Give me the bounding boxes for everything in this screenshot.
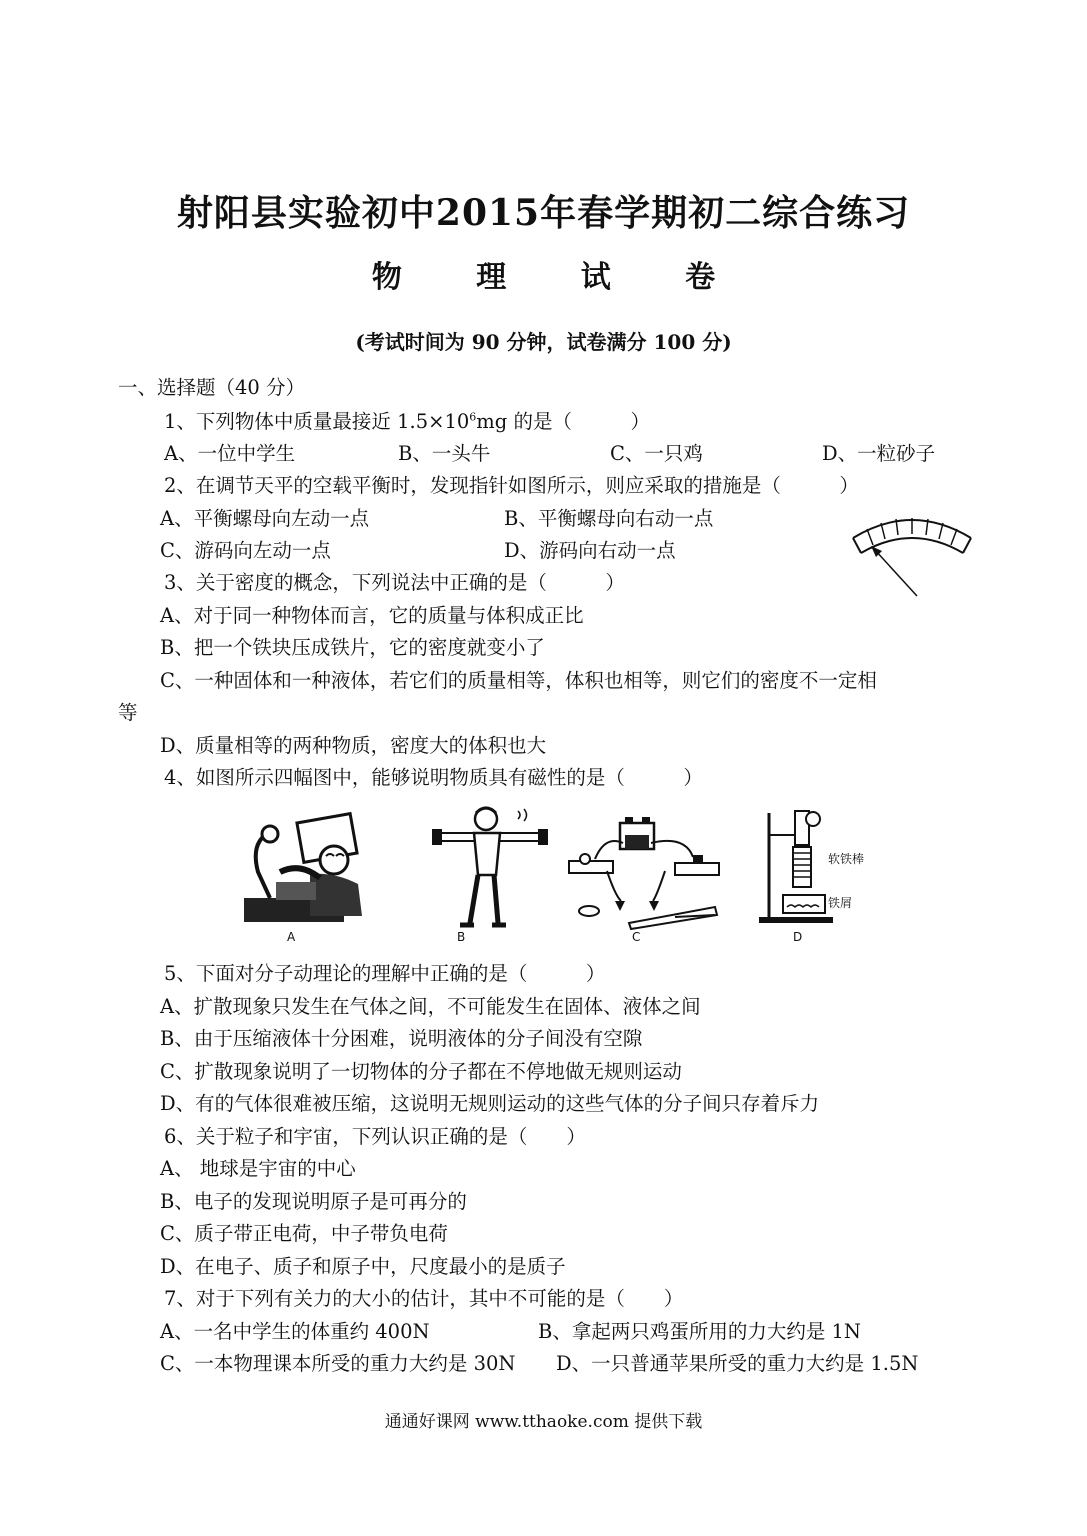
- q5-option-d: D、有的气体很难被压缩，这说明无规则运动的这些气体的分子间只存着斥力: [160, 1092, 820, 1115]
- q4-figure-d-label-filings: 铁屑: [828, 896, 853, 910]
- exam-note: (考试时间为 90 分钟，试卷满分 100 分): [355, 330, 732, 354]
- section-heading: 一、选择题（40 分）: [118, 376, 306, 399]
- q1-option-c: C、一只鸡: [610, 442, 703, 465]
- q4-figure-d: [755, 805, 835, 930]
- q3-option-d: D、质量相等的两种物质，密度大的体积也大: [160, 734, 547, 757]
- q1-option-d: D、一粒砂子: [822, 442, 936, 465]
- q7-option-d: D、一只普通苹果所受的重力大约是 1.5N: [556, 1352, 919, 1375]
- footer-credit: 通通好课网 www.tthaoke.com 提供下载: [384, 1412, 703, 1432]
- q5-stem: 5、下面对分子动理论的理解中正确的是（ ）: [164, 962, 606, 985]
- q2-option-d: D、游码向右动一点: [504, 539, 676, 562]
- q1-stem: 1、下列物体中质量最接近 $1.5\times 10^6mg$ 的是（ ）: [164, 410, 650, 433]
- q5-option-a: A、扩散现象只发生在气体之间，不可能发生在固体、液体之间: [160, 995, 701, 1018]
- q6-option-d: D、在电子、质子和原子中，尺度最小的是质子: [160, 1255, 566, 1278]
- balance-pointer-figure: [845, 508, 980, 603]
- q7-option-c: C、一本物理课本所受的重力大约是 30N: [160, 1352, 516, 1375]
- q4-figure-d-label-rod: 软铁棒: [828, 852, 865, 866]
- q4-figure-a-label: A: [287, 930, 296, 944]
- q2-option-c: C、游码向左动一点: [160, 539, 331, 562]
- q7-option-a: A、一名中学生的体重约 400N: [160, 1320, 430, 1343]
- q3-option-c-continued: 等: [118, 701, 138, 724]
- q4-stem: 4、如图所示四幅图中，能够说明物质具有磁性的是（ ）: [164, 766, 703, 789]
- q2-stem: 2、在调节天平的空载平衡时，发现指针如图所示，则应采取的措施是（ ）: [164, 474, 859, 497]
- q5-option-b: B、由于压缩液体十分困难，说明液体的分子间没有空隙: [160, 1027, 643, 1050]
- q2-option-a: A、平衡螺母向左动一点: [160, 507, 370, 530]
- q4-figure-c: [565, 815, 725, 930]
- q3-option-c: C、一种固体和一种液体，若它们的质量相等，体积也相等，则它们的密度不一定相: [160, 669, 877, 692]
- q3-option-b: B、把一个铁块压成铁片，它的密度就变小了: [160, 636, 545, 659]
- page-title: 射阳县实验初中2015年春学期初二综合练习: [176, 192, 911, 234]
- q6-option-c: C、质子带正电荷，中子带负电荷: [160, 1222, 448, 1245]
- q4-figure-b: [430, 805, 550, 930]
- page-subtitle: 物 理 试 卷: [371, 260, 748, 295]
- q5-option-c: C、扩散现象说明了一切物体的分子都在不停地做无规则运动: [160, 1060, 682, 1083]
- q4-figure-d-label: D: [793, 930, 803, 944]
- q6-stem: 6、关于粒子和宇宙，下列认识正确的是（ ）: [164, 1125, 586, 1148]
- q6-option-b: B、电子的发现说明原子是可再分的: [160, 1190, 467, 1213]
- q2-option-b: B、平衡螺母向右动一点: [504, 507, 714, 530]
- q7-option-b: B、拿起两只鸡蛋所用的力大约是 1N: [538, 1320, 861, 1343]
- q4-figure-a: [240, 812, 370, 927]
- q1-option-b: B、一头牛: [398, 442, 491, 465]
- q3-stem: 3、关于密度的概念，下列说法中正确的是（ ）: [164, 571, 625, 594]
- q3-option-a: A、对于同一种物体而言，它的质量与体积成正比: [160, 604, 584, 627]
- q1-option-a: A、一位中学生: [164, 442, 296, 465]
- q6-option-a: A、 地球是宇宙的中心: [160, 1157, 356, 1180]
- q4-figure-c-label: C: [632, 930, 641, 944]
- q4-figure-b-label: B: [457, 930, 466, 944]
- q7-stem: 7、对于下列有关力的大小的估计，其中不可能的是（ ）: [164, 1287, 684, 1310]
